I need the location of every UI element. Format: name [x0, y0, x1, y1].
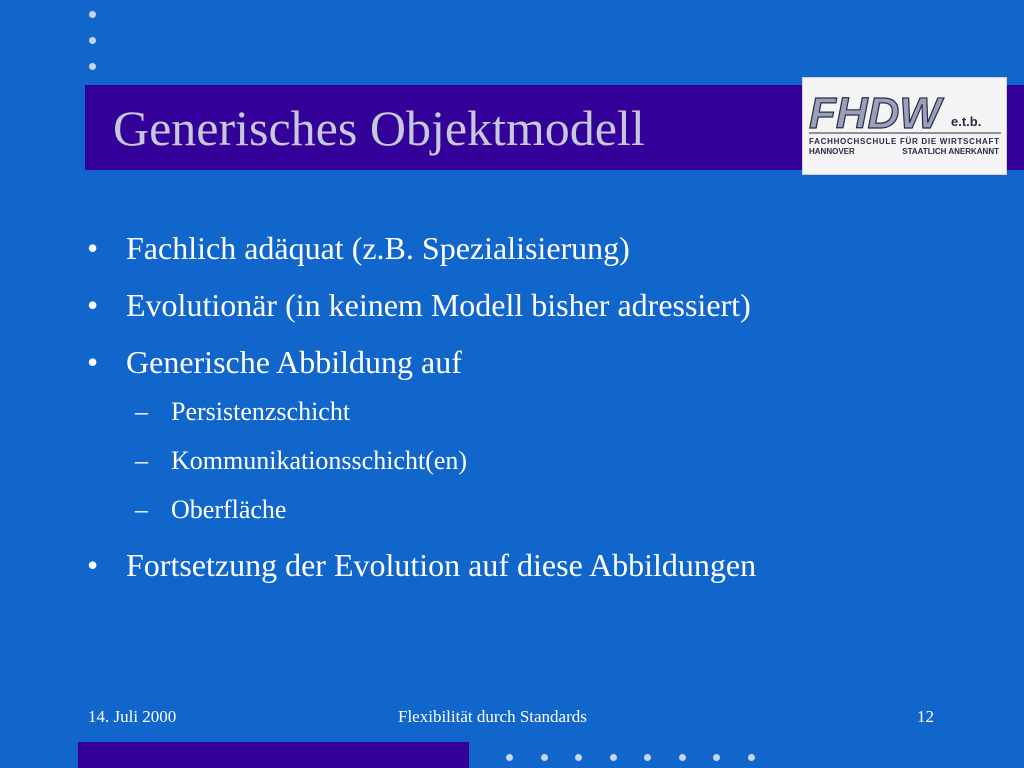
- slide-body: [85, 228, 985, 602]
- sub-bullet-text: Kommunikationsschicht(en): [171, 446, 468, 475]
- logo-suffix: e.t.b.: [951, 114, 982, 129]
- bullet-text: Fortsetzung der Evolution auf diese Abbildungen: [126, 547, 757, 583]
- decorative-dots-top: [89, 11, 99, 89]
- bullet-text: Generische Abbildung auf: [126, 344, 462, 380]
- bullet-item: [85, 545, 985, 585]
- slide-title: Generisches Objektmodell: [113, 100, 645, 156]
- sub-bullet-text: Persistenzschicht: [171, 397, 351, 426]
- dot: [89, 37, 96, 44]
- fhdw-logo: [802, 77, 1007, 175]
- bottom-bar: [78, 742, 469, 768]
- bullet-item: [85, 285, 985, 325]
- dot: [506, 754, 513, 761]
- dot: [644, 754, 651, 761]
- dot: [713, 754, 720, 761]
- dot: [748, 754, 755, 761]
- bullet-text: Fachlich adäquat (z.B. Spezialisierung): [126, 230, 630, 266]
- dot: [575, 754, 582, 761]
- page-number: 12: [917, 707, 934, 726]
- bullet-mark: •: [87, 344, 99, 380]
- bullet-mark: •: [87, 547, 99, 583]
- dot: [610, 754, 617, 761]
- footer-date: 14. Juli 2000: [88, 707, 177, 726]
- fhdw-logo-image: [803, 78, 1006, 174]
- sub-bullet-mark: –: [135, 397, 148, 426]
- dot: [89, 11, 96, 18]
- sub-bullet-mark: –: [135, 446, 148, 475]
- logo-line1: FACHHOCHSCHULE FÜR DIE WIRTSCHAFT: [809, 137, 999, 146]
- sub-bullet-item: [85, 444, 985, 478]
- bullet-item: [85, 228, 985, 268]
- bullet-mark: •: [87, 287, 99, 323]
- logo-line2-left: HANNOVER: [809, 147, 855, 156]
- bullet-item: [85, 342, 985, 382]
- logo-line2-right: STAATLICH ANERKANNT: [902, 147, 999, 156]
- sub-bullet-list: [85, 395, 985, 527]
- dot: [89, 63, 96, 70]
- sub-bullet-text: Oberfläche: [171, 495, 287, 524]
- slide-footer: [0, 707, 1024, 731]
- sub-bullet-item: [85, 493, 985, 527]
- footer-title: Flexibilität durch Standards: [398, 707, 587, 726]
- sub-bullet-mark: –: [135, 495, 148, 524]
- bullet-text: Evolutionär (in keinem Modell bisher adressiert): [126, 287, 751, 323]
- logo-wordmark: FHDW: [809, 89, 941, 138]
- sub-bullet-item: [85, 395, 985, 429]
- decorative-dots-bottom: [506, 754, 755, 761]
- dot: [679, 754, 686, 761]
- dot: [541, 754, 548, 761]
- bullet-mark: •: [87, 230, 99, 266]
